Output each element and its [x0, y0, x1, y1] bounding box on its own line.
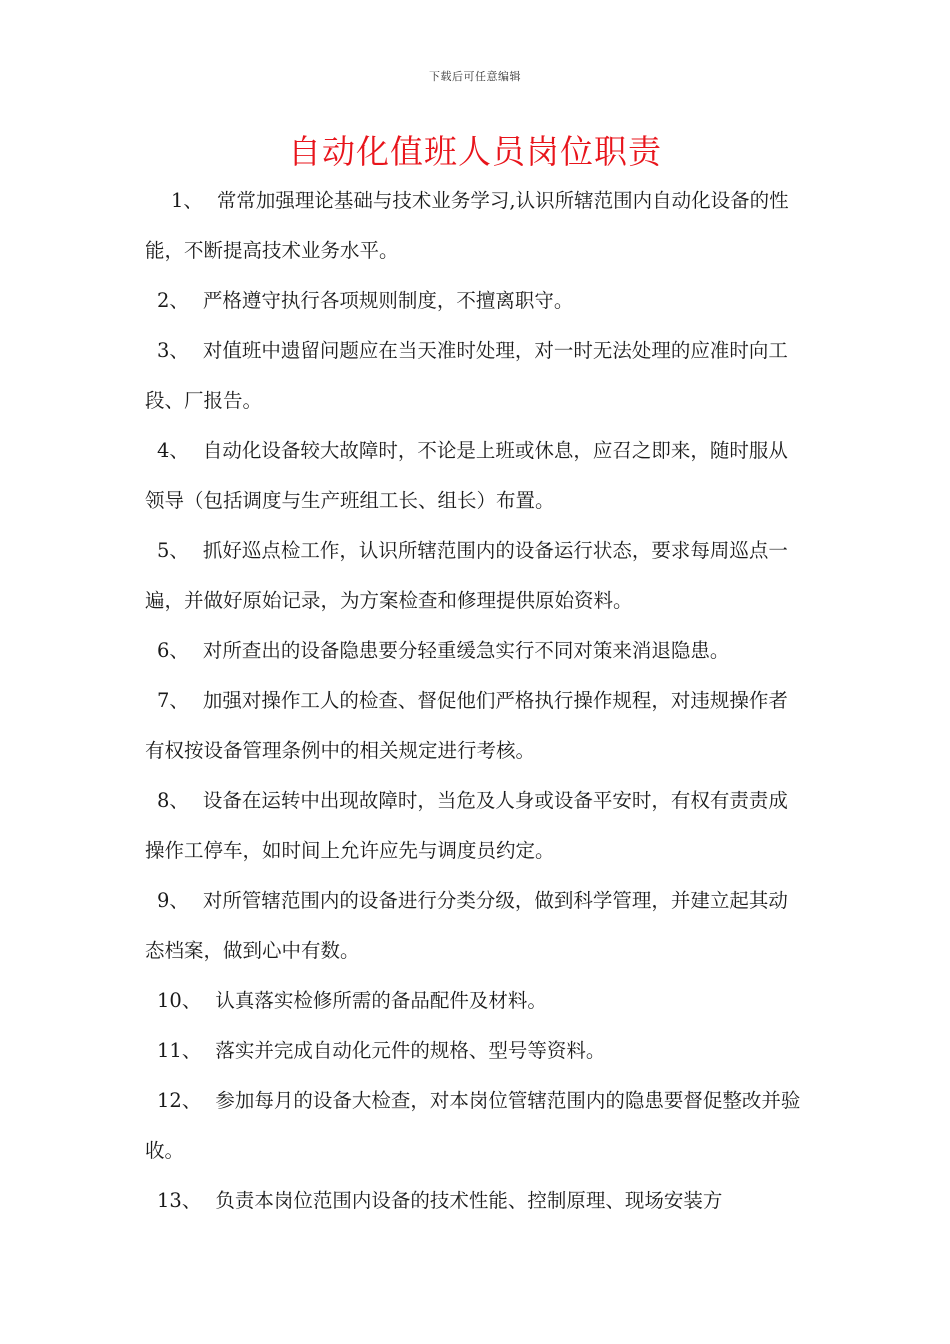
item-text: 加强对操作工人的检查、督促他们严格执行操作规程，对违规操作者有权按设备管理条例中的相关规定进行考核。: [145, 689, 788, 762]
list-item: [145, 1076, 807, 1176]
item-text: 常常加强理论基础与技术业务学习,认识所辖范围内自动化设备的性能，不断提高技术业务水平。: [145, 189, 789, 262]
item-number: 4、: [157, 439, 189, 462]
list-item: [145, 776, 807, 876]
item-text: 抓好巡点检工作，认识所辖范围内的设备运行状态，要求每周巡点一遍，并做好原始记录，为方案检查和修理提供原始资料。: [145, 539, 788, 612]
list-item: [145, 176, 807, 276]
list-item: [145, 526, 807, 626]
list-item: [145, 1026, 807, 1076]
item-number: 6、: [157, 639, 189, 662]
list-item: [145, 676, 807, 776]
item-number: 7、: [157, 689, 189, 712]
item-number: 1、: [171, 189, 203, 212]
document-body: [145, 176, 807, 1226]
item-text: 设备在运转中出现故障时，当危及人身或设备平安时，有权有责责成操作工停车，如时间上允许应先与调度员约定。: [145, 789, 788, 862]
item-number: 8、: [157, 789, 189, 812]
item-text: 负责本岗位范围内设备的技术性能、控制原理、现场安装方: [215, 1189, 723, 1212]
item-number: 9、: [157, 889, 189, 912]
list-item: [145, 626, 807, 676]
item-text: 对所查出的设备隐患要分轻重缓急实行不同对策来消退隐患。: [202, 639, 730, 662]
list-item: [145, 976, 807, 1026]
item-number: 12、: [157, 1089, 202, 1112]
item-number: 5、: [157, 539, 189, 562]
list-item: [145, 876, 807, 976]
document-title: 自动化值班人员岗位职责: [288, 132, 662, 171]
list-item: [145, 426, 807, 526]
list-item: [145, 326, 807, 426]
item-number: 11、: [157, 1039, 202, 1062]
header-note: 下载后可任意编辑: [429, 70, 521, 83]
item-number: 13、: [157, 1189, 202, 1212]
list-item: [145, 1176, 807, 1226]
item-number: 10、: [157, 989, 202, 1012]
item-text: 自动化设备较大故障时，不论是上班或休息，应召之即来，随时服从领导（包括调度与生产班组工长、组长）布置。: [145, 439, 788, 512]
list-item: [145, 276, 807, 326]
item-number: 2、: [157, 289, 189, 312]
item-text: 落实并完成自动化元件的规格、型号等资料。: [215, 1039, 606, 1062]
item-number: 3、: [157, 339, 189, 362]
item-text: 严格遵守执行各项规则制度，不擅离职守。: [202, 289, 574, 312]
item-text: 对所管辖范围内的设备进行分类分级，做到科学管理，并建立起其动态档案，做到心中有数。: [145, 889, 788, 962]
item-text: 参加每月的设备大检查，对本岗位管辖范围内的隐患要督促整改并验收。: [145, 1089, 801, 1162]
item-text: 对值班中遗留问题应在当天准时处理，对一时无法处理的应准时向工段、厂报告。: [145, 339, 788, 412]
item-text: 认真落实检修所需的备品配件及材料。: [215, 989, 547, 1012]
